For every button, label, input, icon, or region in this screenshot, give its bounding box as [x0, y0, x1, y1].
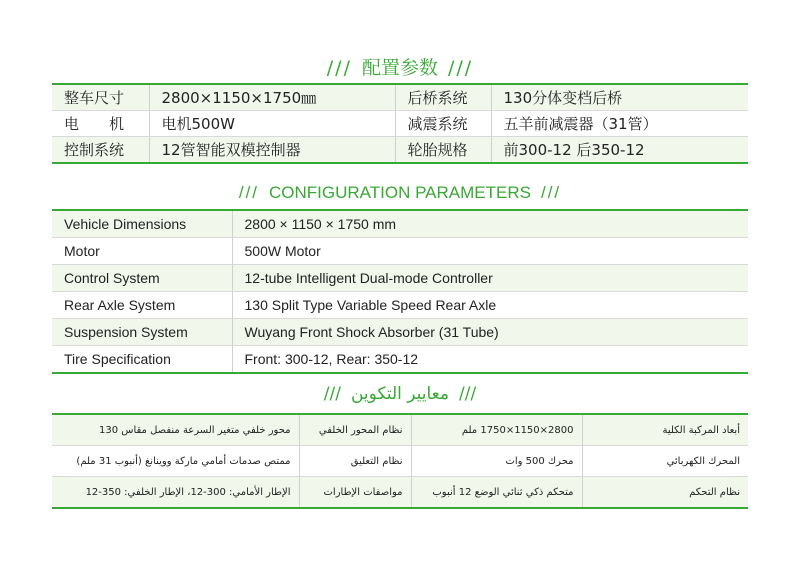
heading-en-text: CONFIGURATION PARAMETERS: [269, 183, 531, 202]
spec-key: 电 机: [52, 111, 149, 137]
spec-table-cn: [52, 83, 748, 164]
spec-value: 130 Split Type Variable Speed Rear Axle: [232, 292, 748, 319]
spec-key: نظام التحكم: [582, 477, 748, 509]
spec-value: 130分体变档后桥: [491, 84, 748, 111]
table-row: [52, 137, 748, 164]
table-row: [52, 477, 748, 509]
spec-key: 控制系统: [52, 137, 149, 164]
spec-key: 减震系统: [395, 111, 491, 137]
spec-value: 2800 × 1150 × 1750 mm: [232, 210, 748, 238]
spec-value: 电机500W: [149, 111, 395, 137]
spec-key: نظام التعليق: [299, 446, 411, 477]
spec-value: الإطار الأمامي: 300-12، الإطار الخلفي: 350-12: [52, 477, 299, 509]
table-row: [52, 111, 748, 137]
spec-key: Control System: [52, 265, 232, 292]
spec-value: 12-tube Intelligent Dual-mode Controller: [232, 265, 748, 292]
spec-value: متحكم ذكي ثنائي الوضع 12 أنبوب: [411, 477, 582, 509]
table-row: [52, 414, 748, 446]
spec-key: Suspension System: [52, 319, 232, 346]
spec-key: 整车尺寸: [52, 84, 149, 111]
table-row: [52, 84, 748, 111]
table-row: [52, 319, 748, 346]
spec-value: محور خلفي متغير السرعة منفصل مقاس 130: [52, 414, 299, 446]
spec-key: المحرك الكهربائي: [582, 446, 748, 477]
spec-value: 500W Motor: [232, 238, 748, 265]
table-row: [52, 210, 748, 238]
heading-ar-text: معايير التكوين: [350, 384, 449, 404]
table-row: [52, 292, 748, 319]
spec-value: 五羊前减震器（31管）: [491, 111, 748, 137]
spec-value: 前300-12 后350-12: [491, 137, 748, 164]
table-row: [52, 346, 748, 374]
table-row: [52, 446, 748, 477]
heading-cn: /// 配置参数 ///: [326, 57, 474, 79]
table-row: [52, 265, 748, 292]
spec-key: مواصفات الإطارات: [299, 477, 411, 509]
spec-value: 2800×1150×1750 ملم: [411, 414, 582, 446]
spec-value: ممتص صدمات أمامي ماركة ووينانغ (أنبوب 31 ملم): [52, 446, 299, 477]
spec-key: Rear Axle System: [52, 292, 232, 319]
spec-key: أبعاد المركبة الكلية: [582, 414, 748, 446]
spec-key: Motor: [52, 238, 232, 265]
spec-value: Front: 300-12, Rear: 350-12: [232, 346, 748, 374]
spec-key: نظام المحور الخلفي: [299, 414, 411, 446]
table-row: [52, 238, 748, 265]
spec-key: 轮胎规格: [395, 137, 491, 164]
spec-key: Vehicle Dimensions: [52, 210, 232, 238]
spec-value: 2800×1150×1750㎜: [149, 84, 395, 111]
spec-key: 后桥系统: [395, 84, 491, 111]
spec-table-en: [52, 209, 748, 374]
spec-table-ar: [52, 413, 748, 509]
spec-value: Wuyang Front Shock Absorber (31 Tube): [232, 319, 748, 346]
spec-value: محرك 500 وات: [411, 446, 582, 477]
heading-ar: /// معايير التكوين ///: [323, 384, 477, 404]
heading-en: /// CONFIGURATION PARAMETERS ///: [238, 183, 562, 202]
heading-cn-text: 配置参数: [361, 57, 438, 79]
spec-key: Tire Specification: [52, 346, 232, 374]
spec-value: 12管智能双模控制器: [149, 137, 395, 164]
